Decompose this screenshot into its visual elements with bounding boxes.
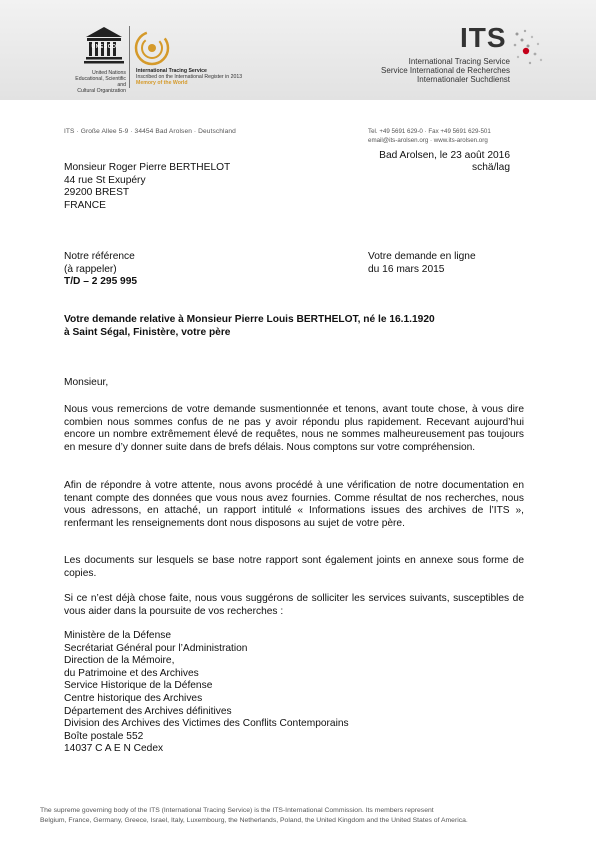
archives-address-block: Ministère de la Défense Secrétariat Général pour l’Administration Direction de la Mémoire, du Patrimoine et des Archives Service Historique de la Défense Centre historique des Archives Département des Archives définitives Division des Archives des Victimes des Conflits Contemporains Boîte postale 552 14037 C A E N Cedex (64, 630, 349, 755)
salutation: Monsieur, (64, 377, 109, 388)
logo-divider (129, 26, 130, 88)
initials: schä/lag (472, 162, 510, 173)
paragraph-2: Afin de répondre à votre attente, nous avons procédé à une vérification de notre documentation en tenant compte des données que vous nous avez fournies. Comme résultat de nos recherches, nous vous adressons, en attaché, un rapport intitulé « Informations issues des archives de l’ITS », renfermant les renseignements dont nous disposons au sujet de votre père. (64, 480, 524, 529)
date-line: Bad Arolsen, le 23 août 2016 (379, 150, 510, 161)
its-logo-names: International Tracing Service Service International de Recherches Internationaler Suchdienst (381, 57, 510, 84)
request-block: Votre demande en ligne du 16 mars 2015 (368, 251, 476, 275)
paragraph-4: Si ce n’est déjà chose faite, nous vous suggérons de solliciter les services suivants, susceptibles de vous aider dans la poursuite de vos recherches : (64, 593, 524, 617)
footer-note: The supreme governing body of the ITS (International Tracing Service) is the ITS-International Commission. Its members represent Belgium, France, Germany, Greece, Israel, Italy, Luxembourg, the Netherlands, Poland, the United Kingdom and the United States of America. (40, 807, 468, 824)
unesco-caption: United Nations Educational, Scientific and Cultural Organization (75, 70, 126, 94)
contact-block: Tel. +49 5691 629-0 · Fax +49 5691 629-501 email@its-arolsen.org · www.its-arolsen.org (368, 128, 491, 144)
memory-of-world-caption: International Tracing Service Inscribed on the International Register in 2013 Memory of the World (136, 68, 243, 86)
recipient-address: Monsieur Roger Pierre BERTHELOT 44 rue St Exupéry 29200 BREST FRANCE (64, 162, 231, 211)
memory-of-world-emblem-icon (134, 30, 170, 66)
unesco-wordmark: UNESCO (91, 44, 117, 50)
reference-block: Notre référence (à rappeler) T/D – 2 295 995 (64, 251, 138, 288)
paragraph-3: Les documents sur lesquels se base notre rapport sont également joints en annexe sous forme de copies. (64, 555, 524, 579)
its-dots-icon (510, 28, 546, 68)
sender-address: ITS · Große Allee 5-9 · 34454 Bad Arolsen · Deutschland (64, 128, 236, 135)
subject-line: Votre demande relative à Monsieur Pierre Louis BERTHELOT, né le 16.1.1920 à Saint Ségal, Finistère, votre père (64, 314, 435, 338)
its-logo-acronym: ITS (460, 22, 507, 53)
paragraph-1: Nous vous remercions de votre demande susmentionnée et tenons, avant toute chose, à vous dire combien nous sommes confus de ne pas y avoir répondu plus rapidement. Recevant aujourd’hui encore un nombre extrêmement élevé de requêtes, nous ne sommes malheureusement pas toujours en mesure d’y donner suite dans de brefs délais. Nous comptons sur votre compréhension. (64, 404, 524, 453)
